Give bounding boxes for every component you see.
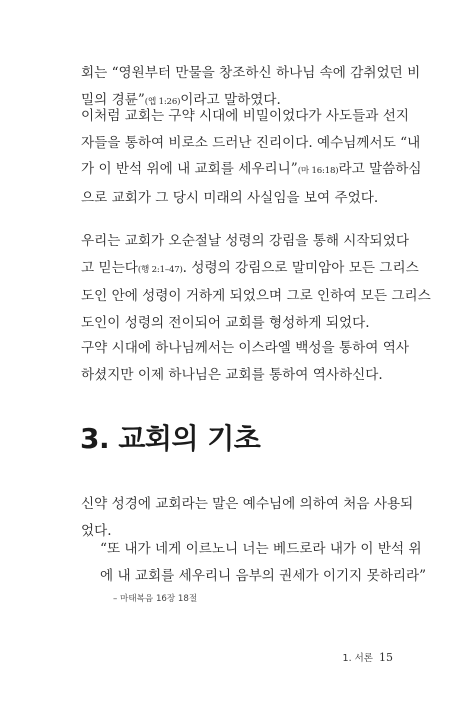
section-heading: 3. 교회의 기초 [80,422,261,455]
text-line: 구약 시대에 하나님께서는 이스라엘 백성을 통하여 역사 [81,340,409,356]
text-line: 도인이 성령의 전이되어 교회를 형성하게 되었다. [81,314,370,331]
text-line: 밀의 경륜”(엡 1:26)이라고 말하였다. [81,91,281,108]
text-line: 우리는 교회가 오순절날 성령의 강림을 통해 시작되었다 [81,233,409,249]
text-line: 하셨지만 이제 하나님은 교회를 통하여 역사하신다. [81,366,383,383]
scripture-quote [100,536,427,589]
quote-source: – 마태복음 16장 18절 [113,594,198,604]
text-line: 자들을 통하여 비로소 드러난 진리이다. 예수님께서도 “내 [81,134,421,151]
text-line: 으로 교회가 그 당시 미래의 사실임을 보여 주었다. [81,189,379,206]
scripture-citation: (행 2:1–47) [137,264,183,275]
text-line: 었다. [81,522,112,539]
scripture-citation: (엡 1:26) [144,96,181,107]
paragraph-3 [81,228,431,336]
text-line: 신약 성경에 교회라는 말은 예수님에 의하여 처음 사용되 [81,496,414,512]
text-line: 가 이 반석 위에 내 교회를 세우리니”(마 16:18)라고 말씀하심 [81,161,422,178]
text-line: 고 믿는다(행 2:1–47). 성령의 강림으로 말미암아 모든 그리스 [81,259,419,276]
paragraph-4 [81,335,409,388]
page-footer [343,650,393,664]
text-line: “또 내가 네게 이르노니 너는 베드로라 내가 이 반석 위 [100,541,422,557]
text-line: 도인 안에 성령이 거하게 되었으며 그로 인하여 모든 그리스 [81,288,431,305]
text-line: 이처럼 교회는 구약 시대에 비밀이었다가 사도들과 선지 [81,108,409,124]
text-line: 에 내 교회를 세우리니 음부의 권세가 이기지 못하리라” [100,567,427,584]
chapter-label: 1. 서론 [342,653,373,664]
page-number: 15 [379,651,393,664]
paragraph-2 [81,103,422,211]
scripture-citation: (마 16:18) [297,166,339,177]
text-line: 회는 “영원부터 만물을 창조하신 하나님 속에 감취었던 비 [81,65,421,81]
